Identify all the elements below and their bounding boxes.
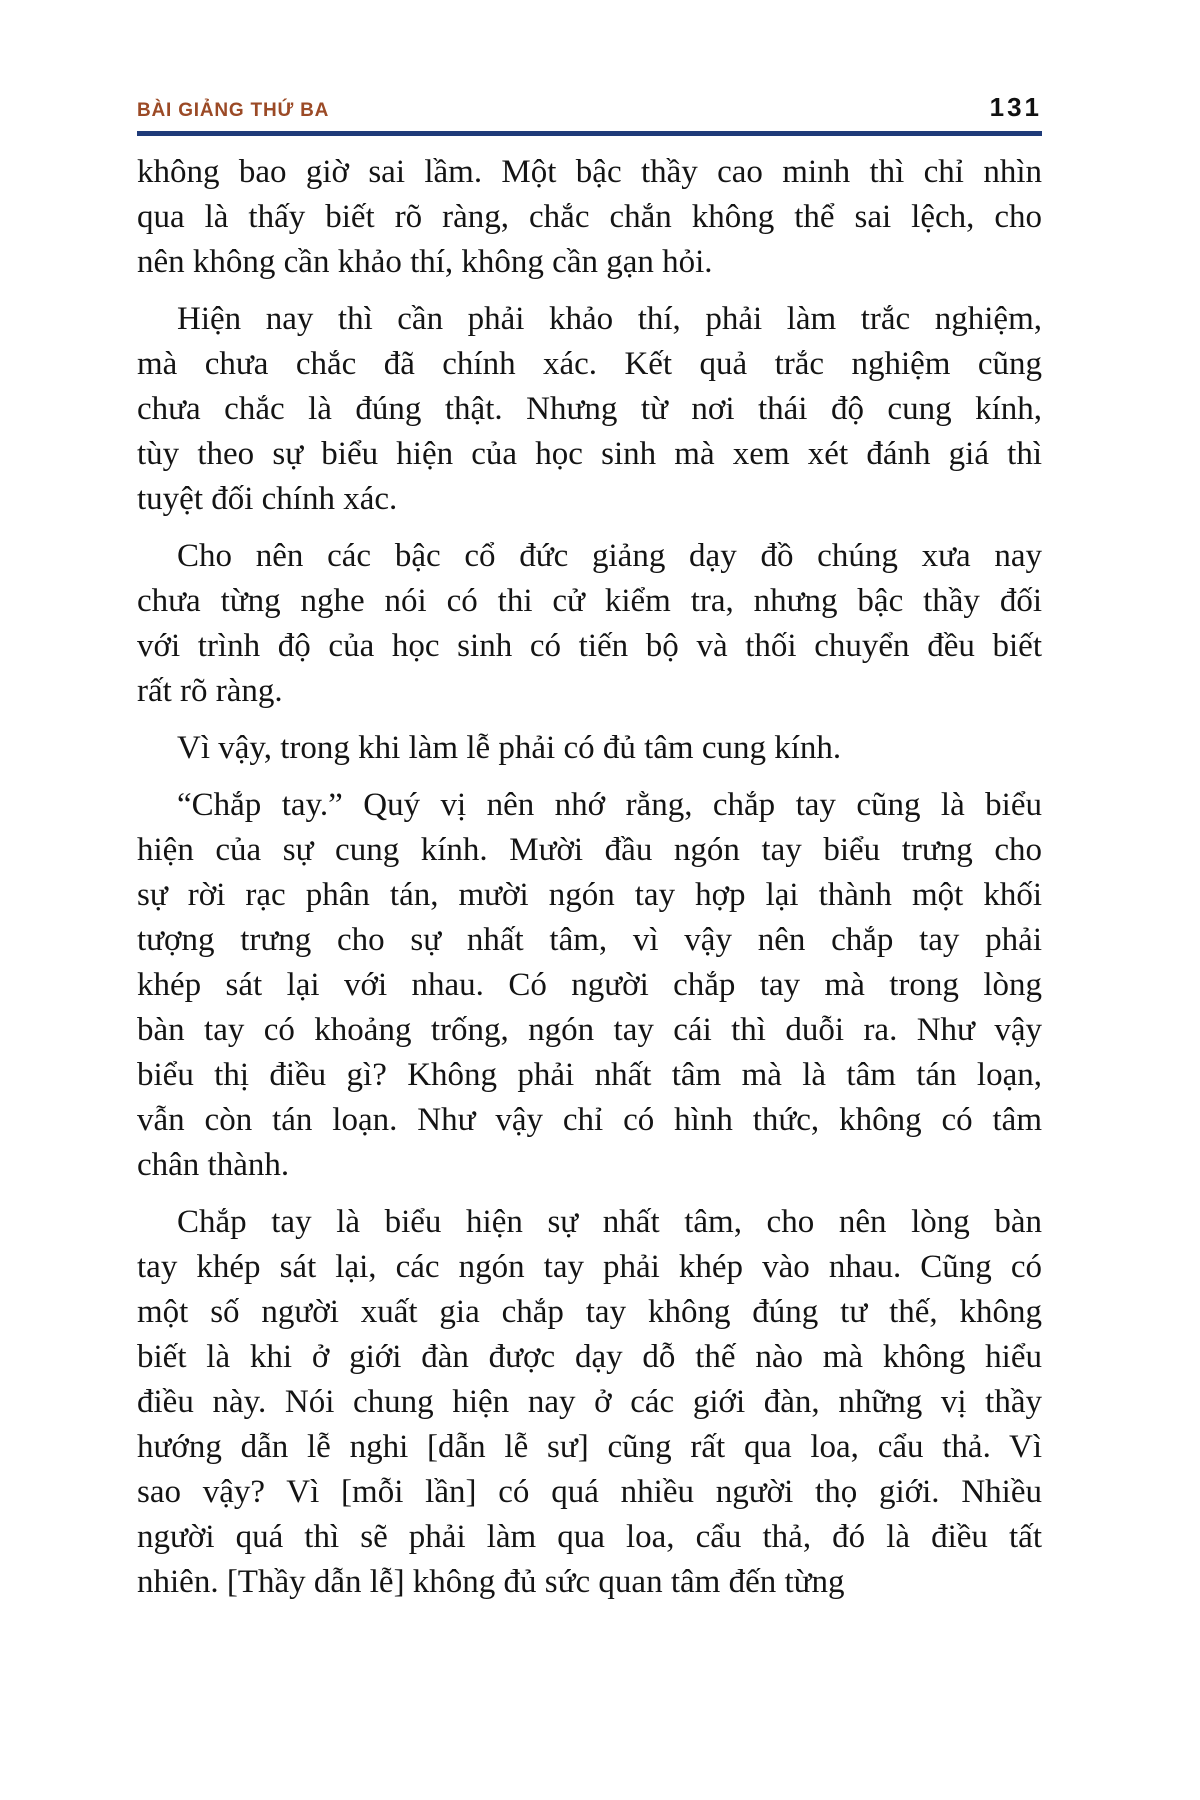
- text-line: tùy theo sự biểu hiện của học sinh mà xem xét đánh giá thì: [137, 436, 1042, 472]
- text-line: không bao giờ sai lầm. Một bậc thầy cao minh thì chỉ nhìn: [137, 154, 1042, 190]
- text-line: khép sát lại với nhau. Có người chắp tay mà trong lòng: [137, 967, 1042, 1003]
- text-line: vẫn còn tán loạn. Như vậy chỉ có hình thức, không có tâm: [137, 1102, 1042, 1138]
- text-line: mà chưa chắc đã chính xác. Kết quả trắc nghiệm cũng: [137, 346, 1042, 382]
- text-line: hướng dẫn lễ nghi [dẫn lễ sư] cũng rất qua loa, cẩu thả. Vì: [137, 1429, 1042, 1465]
- text-line: hiện của sự cung kính. Mười đầu ngón tay biểu trưng cho: [137, 832, 1042, 868]
- text-line: chưa chắc là đúng thật. Nhưng từ nơi thái độ cung kính,: [137, 391, 1042, 427]
- text-line: Vì vậy, trong khi làm lễ phải có đủ tâm cung kính.: [177, 730, 842, 766]
- text-line: bàn tay có khoảng trống, ngón tay cái thì duỗi ra. Như vậy: [137, 1012, 1042, 1048]
- text-line: một số người xuất gia chắp tay không đúng tư thế, không: [137, 1294, 1042, 1330]
- text-line: tay khép sát lại, các ngón tay phải khép vào nhau. Cũng có: [137, 1249, 1042, 1285]
- text-line: người quá thì sẽ phải làm qua loa, cẩu thả, đó là điều tất: [137, 1519, 1042, 1555]
- paragraph: [137, 150, 1042, 285]
- text-line: biết là khi ở giới đàn được dạy dỗ thế nào mà không hiểu: [137, 1339, 1042, 1375]
- text-line: Cho nên các bậc cổ đức giảng dạy đồ chúng xưa nay: [177, 538, 1042, 574]
- text-line: nên không cần khảo thí, không cần gạn hỏi.: [137, 244, 713, 280]
- text-line: chân thành.: [137, 1147, 290, 1183]
- paragraph: [137, 726, 1042, 771]
- body-text: [137, 150, 1042, 1605]
- text-line: tượng trưng cho sự nhất tâm, vì vậy nên chắp tay phải: [137, 922, 1042, 958]
- text-line: biểu thị điều gì? Không phải nhất tâm mà là tâm tán loạn,: [137, 1057, 1042, 1093]
- text-line: “Chắp tay.” Quý vị nên nhớ rằng, chắp tay cũng là biểu: [177, 787, 1042, 823]
- text-line: Chắp tay là biểu hiện sự nhất tâm, cho nên lòng bàn: [177, 1204, 1042, 1240]
- text-line: chưa từng nghe nói có thi cử kiểm tra, nhưng bậc thầy đối: [137, 583, 1042, 619]
- page-number: 131: [989, 92, 1042, 122]
- text-line: Hiện nay thì cần phải khảo thí, phải làm trắc nghiệm,: [177, 301, 1042, 337]
- text-line: rất rõ ràng.: [137, 673, 283, 709]
- text-line: nhiên. [Thầy dẫn lễ] không đủ sức quan tâm đến từng: [137, 1564, 845, 1600]
- chapter-title: BÀI GIẢNG THỨ BA: [137, 100, 330, 121]
- text-line: qua là thấy biết rõ ràng, chắc chắn không thể sai lệch, cho: [137, 199, 1042, 235]
- paragraph: [137, 534, 1042, 714]
- paragraph: [137, 783, 1042, 1188]
- text-line: với trình độ của học sinh có tiến bộ và thối chuyển đều biết: [137, 628, 1042, 664]
- running-header: [137, 0, 1042, 140]
- paragraph: [137, 1200, 1042, 1605]
- paragraph: [137, 297, 1042, 522]
- text-line: điều này. Nói chung hiện nay ở các giới đàn, những vị thầy: [137, 1384, 1042, 1420]
- header-rule: [137, 131, 1042, 136]
- text-line: tuyệt đối chính xác.: [137, 481, 398, 517]
- text-line: sao vậy? Vì [mỗi lần] có quá nhiều người thọ giới. Nhiều: [137, 1474, 1042, 1510]
- text-line: sự rời rạc phân tán, mười ngón tay hợp lại thành một khối: [137, 877, 1042, 913]
